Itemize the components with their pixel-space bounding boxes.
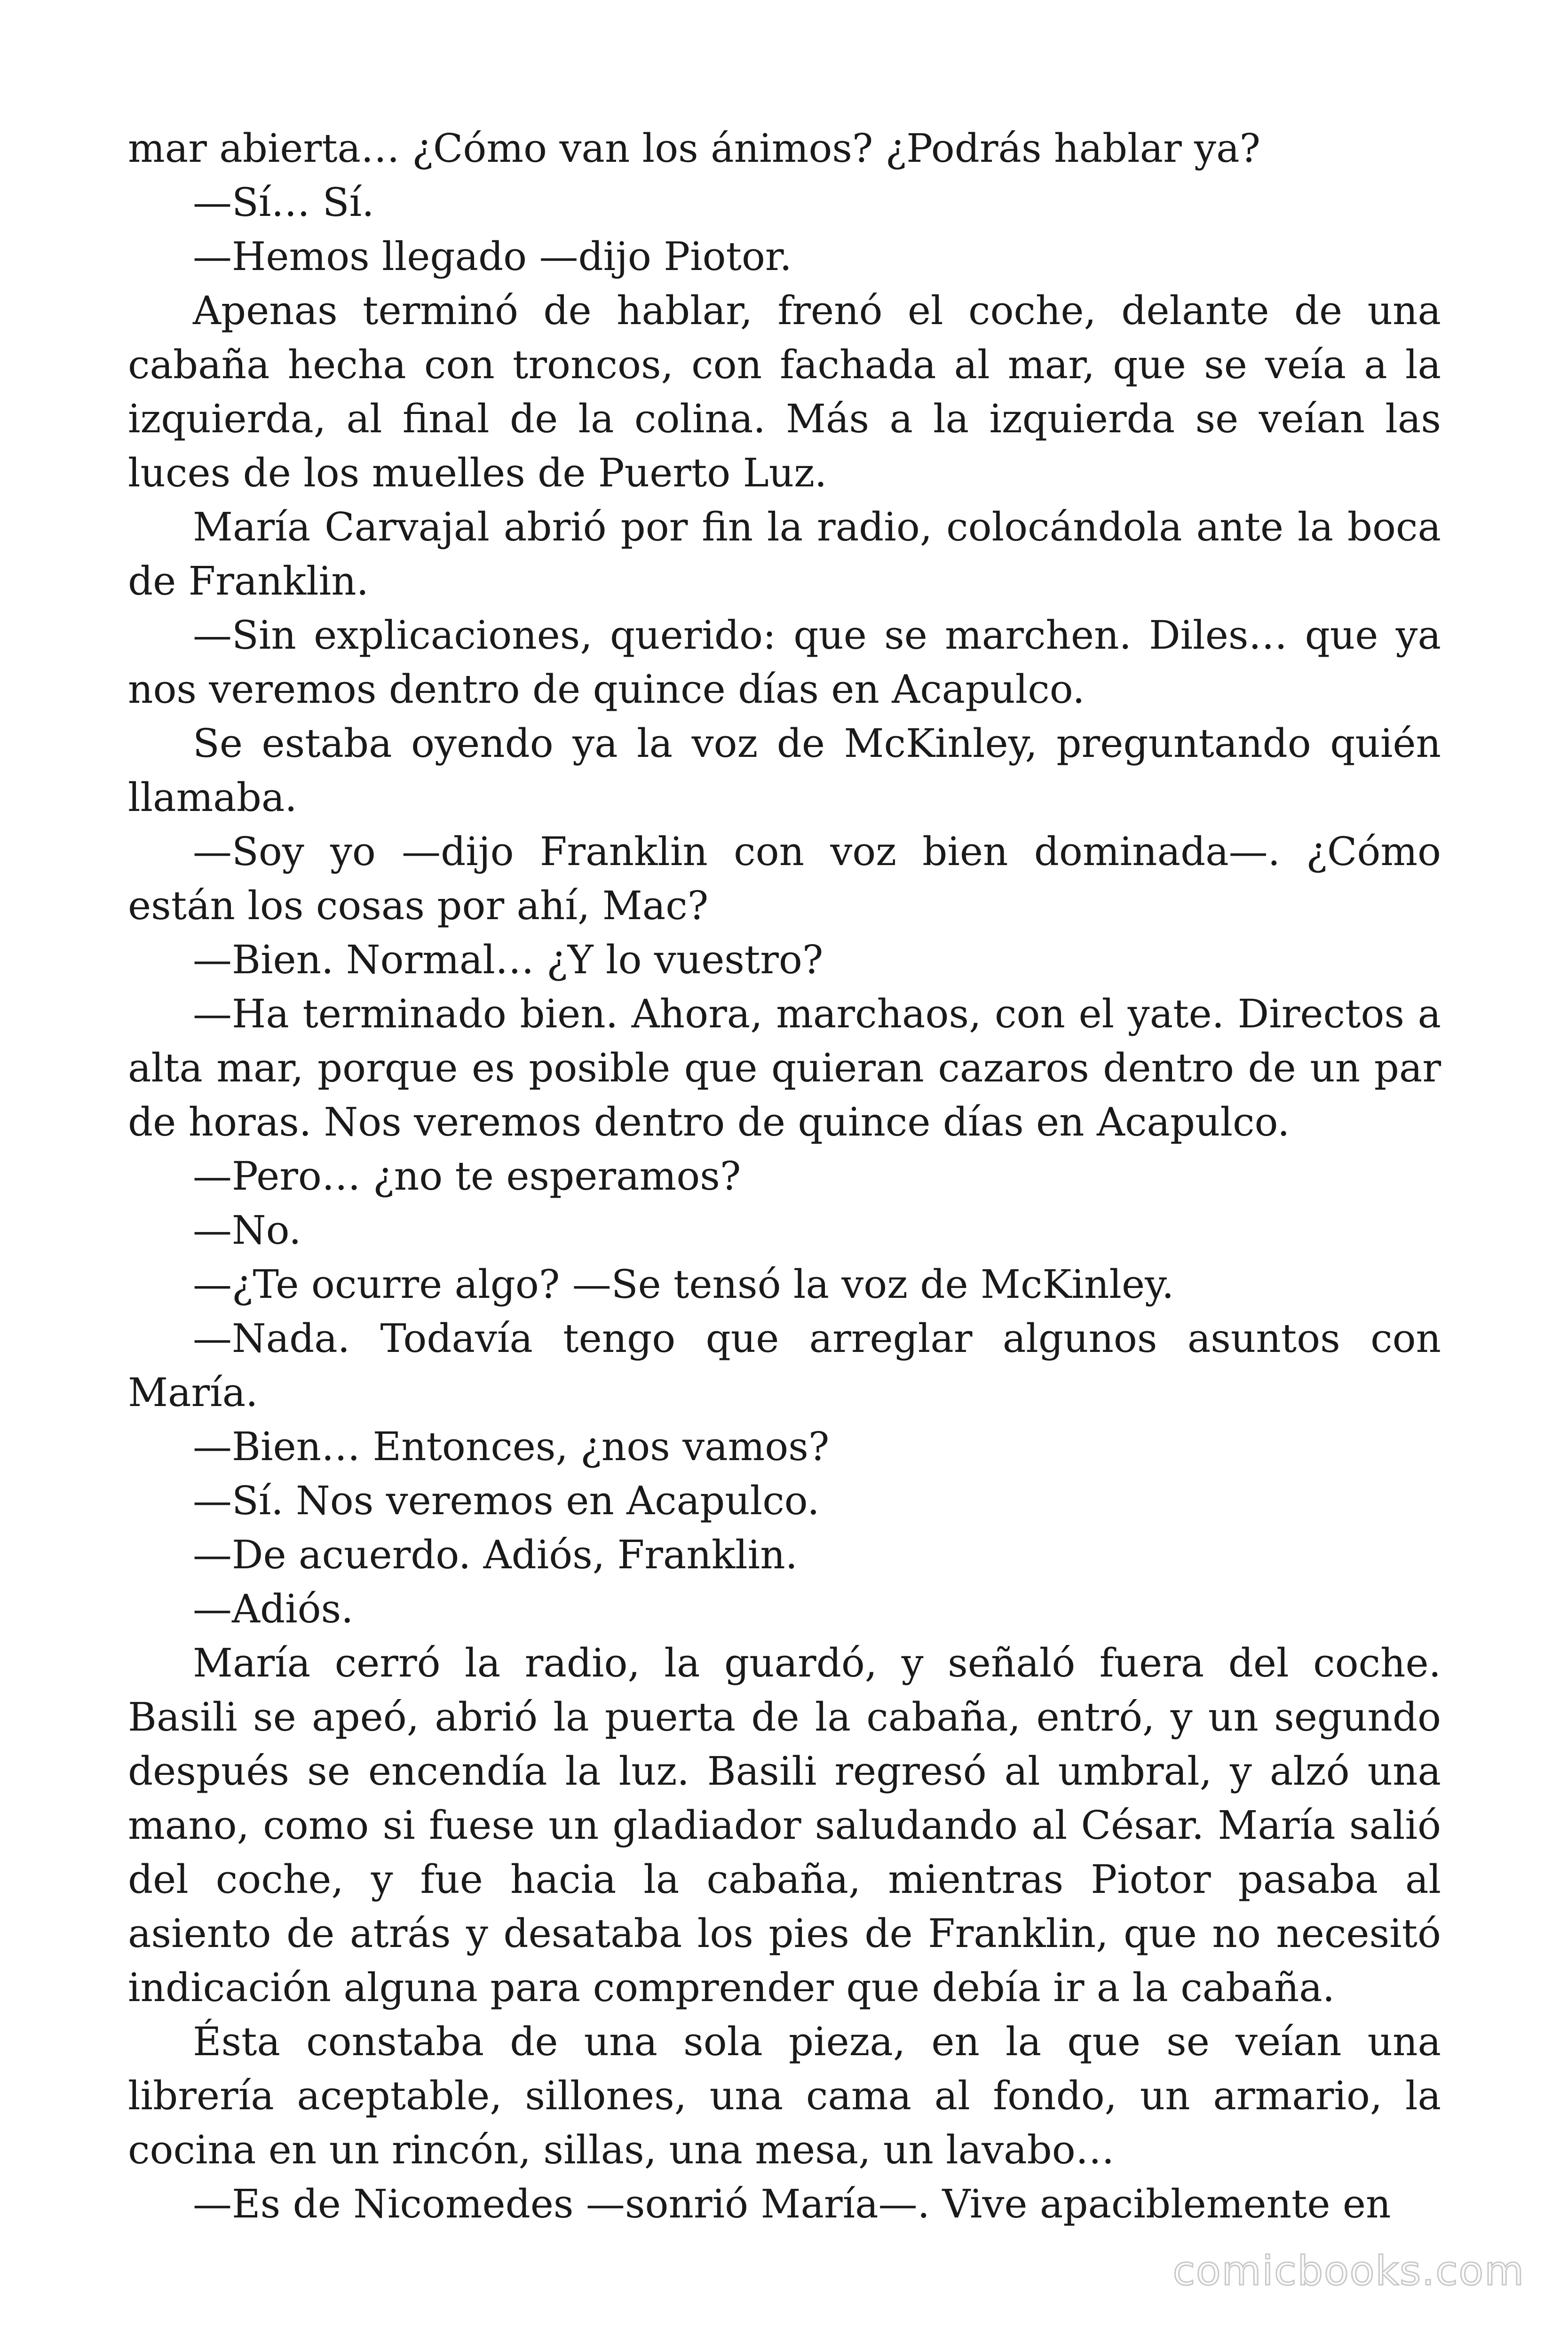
paragraph: —Sí. Nos veremos en Acapulco.: [193, 1478, 820, 1524]
paragraph: —Ha terminado bien. Ahora, marchaos, con el yate. Directos a alta mar, porque es posible que quieran cazaros dentro de un par de horas. Nos veremos dentro de quince días en Acapulco.: [128, 991, 1441, 1145]
paragraph: —Nada. Todavía tengo que arreglar algunos asuntos con María.: [128, 1316, 1441, 1415]
paragraph: —Hemos llegado —dijo Piotor.: [193, 234, 792, 279]
body-text: [128, 121, 1441, 2231]
paragraph: —Pero… ¿no te esperamos?: [193, 1153, 741, 1199]
paragraph: —Sin explicaciones, querido: que se marchen. Diles… que ya nos veremos dentro de quince días en Acapulco.: [128, 612, 1441, 712]
paragraph: —De acuerdo. Adiós, Franklin.: [193, 1532, 798, 1578]
paragraph: —Adiós.: [193, 1586, 354, 1632]
watermark: comicbooks.com: [1172, 2248, 1525, 2295]
paragraph: Ésta constaba de una sola pieza, en la que se veían una librería aceptable, sillones, una cama al fondo, un armario, la cocina en un rincón, sillas, una mesa, un lavabo…: [128, 2019, 1441, 2173]
paragraph: —Bien. Normal… ¿Y lo vuestro?: [193, 937, 824, 983]
paragraph: —Sí… Sí.: [193, 180, 374, 225]
paragraph: —Soy yo —dijo Franklin con voz bien dominada—. ¿Cómo están los cosas por ahí, Mac?: [128, 829, 1441, 929]
paragraph: mar abierta… ¿Cómo van los ánimos? ¿Podrás hablar ya?: [128, 126, 1261, 171]
paragraph: María cerró la radio, la guardó, y señaló fuera del coche. Basili se apeó, abrió la puerta de la cabaña, entró, y un segundo después se encendía la luz. Basili regresó al umbral, y alzó una mano, como si fuese un gladiador saludando al César. María salió del coche, y fue hacia la cabaña, mientras Piotor pasaba al asiento de atrás y desataba los pies de Franklin, que no necesitó indicación alguna para comprender que debía ir a la cabaña.: [128, 1640, 1441, 2010]
paragraph: Apenas terminó de hablar, frenó el coche, delante de una cabaña hecha con troncos, con fachada al mar, que se veía a la izquierda, al final de la colina. Más a la izquierda se veían las luces de los muelles de Puerto Luz.: [128, 288, 1441, 496]
paragraph: María Carvajal abrió por fin la radio, colocándola ante la boca de Franklin.: [128, 504, 1441, 604]
paragraph: —¿Te ocurre algo? —Se tensó la voz de McKinley.: [193, 1262, 1174, 1307]
paragraph: —Es de Nicomedes —sonrió María—. Vive apaciblemente en: [193, 2181, 1391, 2227]
paragraph: Se estaba oyendo ya la voz de McKinley, preguntando quién llamaba.: [128, 721, 1441, 820]
paragraph: —Bien… Entonces, ¿nos vamos?: [193, 1424, 830, 1470]
paragraph: —No.: [193, 1208, 301, 1253]
